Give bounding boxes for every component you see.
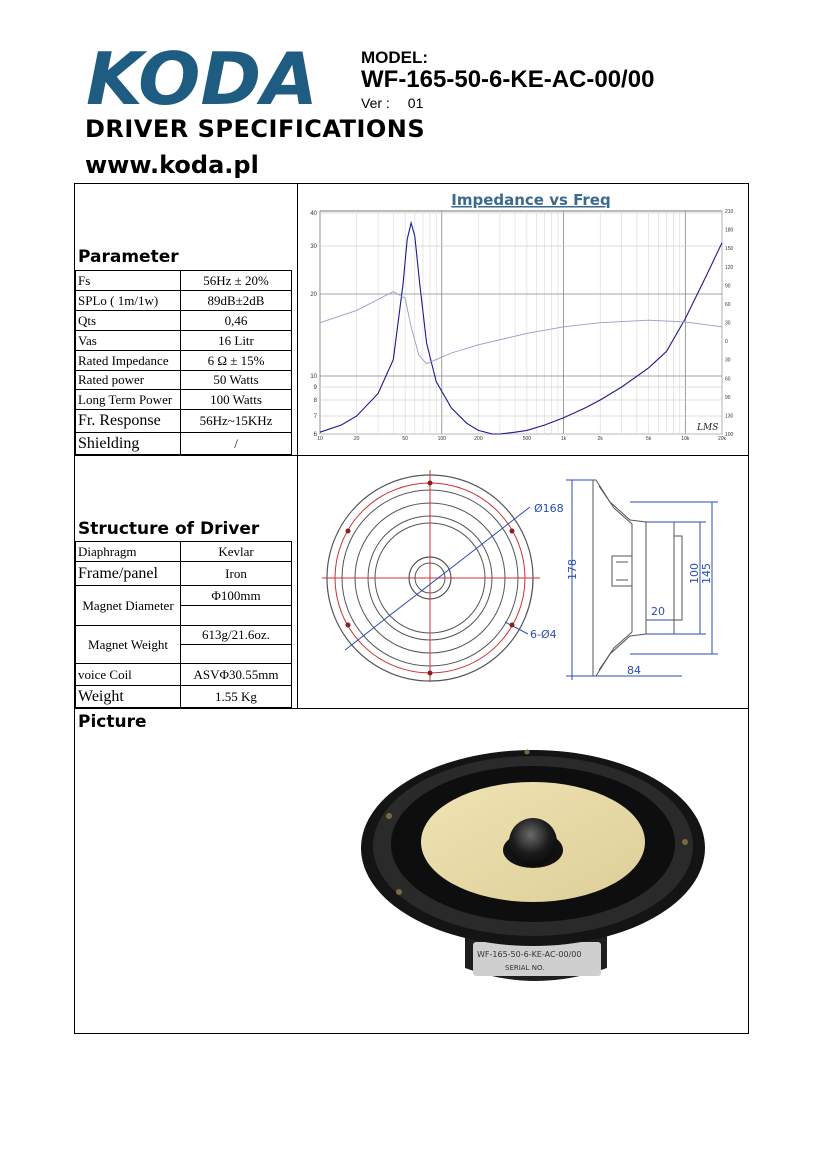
y-tick-label: 20 — [310, 292, 317, 298]
dim-diameter: Ø168 — [534, 502, 564, 515]
dim-20: 20 — [651, 605, 665, 618]
structure-title: Structure of Driver — [78, 519, 260, 539]
y2-tick-label: 90 — [725, 283, 731, 290]
model-number: WF-165-50-6-KE-AC-00/00 — [361, 66, 655, 93]
dim-holes: 6-Ø4 — [530, 628, 557, 641]
table-row — [76, 433, 292, 455]
spec-value: 89dB±2dB — [181, 291, 292, 311]
spec-label: Vas — [76, 331, 181, 351]
dim-100: 100 — [688, 563, 701, 584]
spec-label: Fr. Response — [76, 410, 181, 433]
label-model: WF-165-50-6-KE-AC-00/00 — [477, 950, 582, 959]
y2-tick-label: 90 — [725, 394, 731, 401]
spec-value: 56Hz ± 20% — [181, 271, 292, 291]
x-tick-label: 5k — [646, 436, 652, 442]
impedance-chart — [301, 188, 745, 444]
spec-value: 56Hz~15KHz — [181, 410, 292, 433]
table-row — [76, 271, 292, 291]
spec-label: Rated power — [76, 371, 181, 390]
table-row — [76, 371, 292, 390]
website-link[interactable]: www.koda.pl — [85, 151, 259, 179]
model-label: MODEL: — [361, 48, 429, 67]
spec-value: 1.55 Kg — [181, 686, 292, 708]
table-row — [76, 686, 292, 708]
x-tick-label: 20k — [717, 436, 727, 442]
table-row — [76, 311, 292, 331]
y2-tick-label: 130 — [725, 413, 734, 420]
side-view — [593, 480, 682, 676]
impedance-curve — [320, 223, 722, 434]
version — [361, 95, 423, 111]
phase-curve — [320, 292, 722, 364]
table-row — [76, 351, 292, 371]
y2-tick-label: 210 — [725, 209, 734, 215]
spec-value-blank — [181, 645, 292, 664]
chart-title: Impedance vs Freq — [451, 191, 611, 209]
y2-tick-label: 0 — [725, 339, 728, 346]
y2-tick-label: 30 — [725, 357, 731, 364]
table-row — [76, 586, 292, 606]
column-divider — [297, 183, 298, 708]
x-tick-label: 2k — [597, 436, 603, 442]
spec-value: 16 Litr — [181, 331, 292, 351]
table-row — [76, 410, 292, 433]
spec-label: Frame/panel — [76, 562, 181, 586]
table-row — [76, 390, 292, 410]
front-view — [322, 470, 540, 682]
spec-value: Φ100mm — [181, 586, 292, 606]
dimension-drawing — [310, 462, 742, 684]
spec-label: SPLo ( 1m/1w) — [76, 291, 181, 311]
table-row — [76, 331, 292, 351]
plot-area — [320, 211, 722, 434]
x-tick-label: 50 — [402, 436, 408, 442]
spec-value: Kevlar — [181, 542, 292, 562]
spec-value: / — [181, 433, 292, 455]
x-tick-label: 500 — [522, 436, 532, 442]
y-tick-label: 8 — [313, 398, 317, 404]
spec-value: Iron — [181, 562, 292, 586]
spec-label: Diaphragm — [76, 542, 181, 562]
table-row — [76, 562, 292, 586]
y-tick-label: 9 — [313, 385, 317, 391]
koda-logo — [84, 46, 320, 110]
document-title: DRIVER SPECIFICATIONS — [85, 115, 426, 143]
y2-tick-label: 150 — [725, 246, 734, 253]
row-divider — [74, 708, 749, 709]
dim-height: 178 — [566, 559, 579, 580]
svg-text:KODA: KODA — [86, 46, 318, 110]
parameter-table — [75, 270, 292, 455]
table-row — [76, 626, 292, 645]
spec-label: Fs — [76, 271, 181, 291]
y2-tick-label: 60 — [725, 301, 731, 308]
spec-label: voice Coil — [76, 664, 181, 686]
row-divider — [74, 455, 749, 456]
table-row — [76, 542, 292, 562]
structure-table — [75, 541, 292, 708]
spec-value: 50 Watts — [181, 371, 292, 390]
version-value: 01 — [407, 95, 424, 111]
parameter-title: Parameter — [78, 247, 179, 267]
spec-value: 0,46 — [181, 311, 292, 331]
x-tick-label: 100 — [437, 436, 446, 442]
y-tick-label: 10 — [310, 374, 317, 380]
y-tick-label: 40 — [310, 211, 317, 217]
table-row — [76, 291, 292, 311]
spec-label: Weight — [76, 686, 181, 708]
y-tick-label: 7 — [313, 414, 317, 420]
dim-145: 145 — [700, 563, 713, 584]
table-row — [76, 664, 292, 686]
y2-tick-label: 120 — [725, 264, 734, 271]
spec-value: 613g/21.6oz. — [181, 626, 292, 645]
y2-tick-label: 180 — [725, 227, 734, 234]
x-tick-label: 20 — [353, 436, 360, 442]
x-tick-label: 200 — [474, 436, 483, 442]
y2-tick-label: 60 — [725, 376, 731, 383]
spec-label: Long Term Power — [76, 390, 181, 410]
spec-value-blank — [181, 606, 292, 626]
spec-label: Magnet Diameter — [76, 586, 181, 626]
spec-value: 100 Watts — [181, 390, 292, 410]
spec-value: ASVΦ30.55mm — [181, 664, 292, 686]
y2-tick-label: 100 — [725, 432, 734, 438]
x-tick-label: 10k — [681, 436, 690, 442]
spec-label: Shielding — [76, 433, 181, 455]
picture-title: Picture — [78, 712, 147, 732]
chart-watermark: LMS — [697, 423, 719, 433]
spec-label: Rated Impedance — [76, 351, 181, 371]
x-tick-label: 1k — [560, 436, 567, 442]
version-label: Ver : — [361, 95, 390, 111]
y2-tick-label: 30 — [725, 320, 731, 327]
y-tick-label: 30 — [310, 244, 317, 250]
dim-depth: 84 — [627, 664, 641, 677]
label-serial: SERIAL NO. — [505, 964, 545, 972]
spec-label: Magnet Weight — [76, 626, 181, 664]
speaker-photo — [355, 746, 705, 986]
x-tick-label: 10 — [317, 436, 323, 442]
spec-label: Qts — [76, 311, 181, 331]
spec-value: 6 Ω ± 15% — [181, 351, 292, 371]
y-tick-label: 6 — [313, 432, 317, 438]
